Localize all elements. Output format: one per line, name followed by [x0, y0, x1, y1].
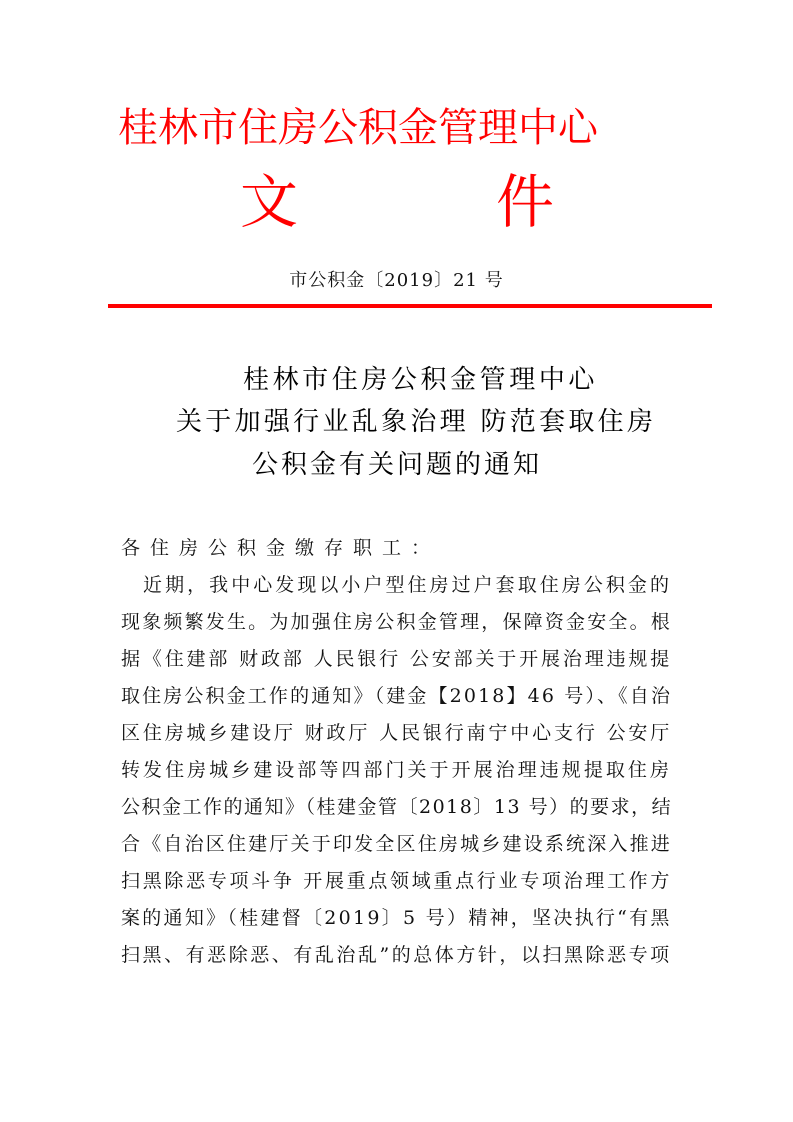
- body-line: 案的通知》（桂建督〔2019〕5 号）精神，坚决执行“有黑: [121, 907, 672, 929]
- doc-word-wen: 文: [240, 168, 299, 236]
- body-line: 转发住房城乡建设部等四部门关于开展治理违规提取住房: [121, 759, 673, 781]
- issuer-header: 桂林市住房公积金管理中心: [118, 105, 598, 151]
- doc-word-jian: 件: [496, 168, 555, 236]
- body-line: 取住房公积金工作的通知》（建金【2018】46 号）、《自治: [121, 685, 673, 707]
- red-separator-line: [108, 304, 712, 308]
- title-line-1: 桂林市住房公积金管理中心: [243, 365, 599, 395]
- body-line: 现象频繁发生。为加强住房公积金管理，保障资金安全。根: [121, 611, 673, 633]
- body-line: 合《自治区住建厅关于印发全区住房城乡建设系统深入推进: [121, 833, 673, 855]
- document-number: 市公积金〔2019〕21 号: [289, 270, 504, 291]
- body-line: 扫黑除恶专项斗争 开展重点领域重点行业专项治理工作方: [121, 870, 673, 892]
- body-line: 区住房城乡建设厅 财政厅 人民银行南宁中心支行 公安厅: [121, 722, 673, 744]
- title-line-2: 关于加强行业乱象治理 防范套取住房: [176, 407, 657, 437]
- salutation: 各住房公积金缴存职工：: [121, 537, 441, 559]
- body-line: 近期，我中心发现以小户型住房过户套取住房公积金的: [121, 574, 673, 596]
- title-line-3: 公积金有关问题的通知: [252, 450, 543, 480]
- body-line: 据《住建部 财政部 人民银行 公安部关于开展治理违规提: [121, 648, 673, 670]
- body-line: 公积金工作的通知》（桂建金管〔2018〕13 号）的要求，结: [121, 796, 673, 818]
- body-line: 扫黑、有恶除恶、有乱治乱”的总体方针，以扫黑除恶专项: [121, 944, 672, 966]
